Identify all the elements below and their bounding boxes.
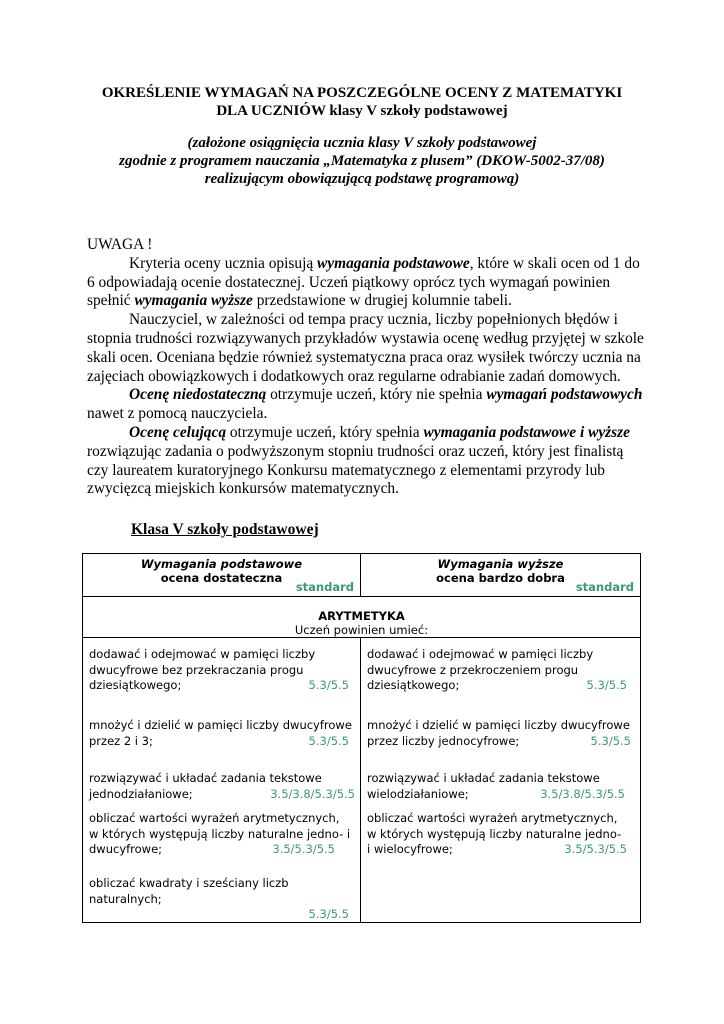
document-subtitle	[60, 134, 664, 188]
title-line-2: DLA UCZNIÓW klasy V szkoły podstawowej	[216, 103, 508, 119]
p3-emphasis-fail: Ocenę niedostateczną	[129, 386, 267, 404]
item-last-line	[89, 734, 355, 750]
standard-code: 3.5/5.3/5.5	[564, 842, 627, 856]
subtitle-line-1: (założone osiągnięcia ucznia klasy V szkoły podstawowej	[187, 135, 537, 151]
uwaga-paragraph-3	[87, 386, 647, 424]
item-line: obliczać wartości wyrażeń arytmetycznych,	[89, 811, 340, 825]
item-line: mnożyć i dzielić w pamięci liczby dwucyfrowe	[367, 718, 630, 732]
item-line: obliczać kwadraty i sześciany liczb naturalnych;	[89, 876, 289, 906]
subtitle-line-2: zgodnie z programem nauczania „Matematyka z plusem” (DKOW-5002-37/08)	[119, 153, 605, 169]
item-line: jednodziałaniowe;	[89, 786, 193, 801]
list-item	[89, 718, 355, 749]
requirements-table	[82, 553, 641, 923]
item-line: dwucyfrowe bez przekraczania progu	[89, 662, 304, 677]
item-line: dwucyfrowe z przekroczeniem progu	[367, 662, 579, 677]
item-last-line	[367, 734, 633, 750]
standard-code: 3.5/3.8/5.3/5.5	[270, 786, 355, 801]
basic-standard-label: standard	[295, 580, 354, 594]
section-name: ARYTMETYKA	[318, 609, 405, 623]
item-last-line	[89, 787, 355, 803]
uwaga-paragraph-4	[87, 424, 647, 499]
standard-code: 5.3/5.5	[308, 678, 349, 692]
title-line-1: OKREŚLENIE WYMAGAŃ NA POSZCZEGÓLNE OCENY Z MATEMATYKI	[101, 85, 623, 101]
uwaga-heading: UWAGA !	[87, 236, 153, 253]
p1-text-a: Kryteria oceny ucznia opisują	[129, 254, 318, 272]
item-line: dziesiątkowego;	[367, 678, 460, 692]
p4-text-b: otrzymuje uczeń, który spełnia	[226, 423, 424, 441]
p3-text-b: otrzymuje uczeń, który nie spełnia	[266, 386, 487, 404]
list-item	[367, 811, 633, 858]
basic-header-title: Wymagania podstawowe	[140, 557, 303, 571]
list-item	[89, 811, 355, 858]
uwaga-paragraph-1	[87, 255, 647, 311]
list-item	[367, 771, 633, 802]
arithmetic-section-cell	[83, 597, 641, 638]
higher-standard-label: standard	[575, 580, 634, 594]
item-line: obliczać wartości wyrażeń arytmetycznych,	[367, 811, 618, 825]
item-last-line	[367, 842, 633, 858]
item-line: w których występują liczby naturalne jedno- i	[89, 826, 351, 841]
item-line: rozwiązywać i układać zadania tekstowe	[89, 771, 322, 785]
list-item	[89, 647, 355, 694]
item-line: przez 2 i 3;	[89, 733, 153, 748]
p1-emphasis-higher: wymagania wyższe	[134, 292, 253, 310]
item-last-line	[89, 907, 355, 923]
p4-emphasis-excellent: Ocenę celującą	[129, 423, 227, 441]
section-note: Uczeń powinien umieć:	[294, 623, 429, 637]
class-section-title: Klasa V szkoły podstawowej	[131, 521, 319, 538]
p3-text-d: nawet z pomocą nauczyciela.	[87, 405, 268, 423]
p1-emphasis-basic: wymagania podstawowe	[317, 254, 470, 272]
p3-emphasis-basic: wymagań podstawowych	[486, 386, 643, 404]
standard-code: 5.3/5.5	[590, 733, 631, 748]
item-line: mnożyć i dzielić w pamięci liczby dwucyfrowe	[89, 718, 352, 732]
standard-code: 5.3/5.5	[586, 678, 627, 692]
document-title	[60, 84, 664, 120]
item-line: w których występują liczby naturalne jedno-	[367, 826, 622, 841]
p4-emphasis-basic-higher: wymagania podstawowe i wyższe	[423, 423, 630, 441]
uwaga-section	[87, 236, 647, 499]
item-line: dodawać i odejmować w pamięci liczby	[367, 647, 594, 661]
uwaga-paragraph-2: Nauczyciel, w zależności od tempa pracy ucznia, liczby popełnionych błędów i stopnia trudności rozwiązywanych przykładów wystawia ocenę według przyjętej w szkole skali ocen. Oceniana będzie również systematyczna praca oraz wysiłek twórczy ucznia na zajęciach obowiązkowych i dodatkowych oraz regularne odrabianie zadań domowych.	[87, 311, 644, 385]
higher-requirements-header	[361, 554, 641, 597]
item-line: i wielocyfrowe;	[367, 842, 453, 856]
item-line: dziesiątkowego;	[89, 678, 182, 692]
list-item	[89, 771, 355, 802]
item-last-line	[367, 787, 633, 803]
requirements-row	[83, 638, 641, 923]
p4-text-d: rozwiązując zadania o podwyższonym stopniu trudności oraz uczeń, który jest finalistą czy laureatem kuratoryjnego Konkursu matematycznego z elementami przyrody lub zwycięzcą miejskich konkursów matematycznych.	[87, 442, 624, 498]
basic-requirements-header	[83, 554, 361, 597]
item-line: wielodziałaniowe;	[367, 786, 469, 801]
list-item	[89, 876, 355, 923]
higher-header-title: Wymagania wyższe	[437, 557, 564, 571]
basic-requirements-column	[83, 638, 361, 923]
section-row	[83, 597, 641, 638]
p1-text-e: przedstawione w drugiej kolumnie tabeli.	[252, 292, 512, 310]
standard-code: 5.3/5.5	[308, 733, 349, 748]
standard-code: 3.5/3.8/5.3/5.5	[540, 786, 625, 801]
p1-text-c: , które w skali ocen od 1 do 6 odpowiadają ocenie dostatecznej. Uczeń piątkowy oprócz tych wymagań powinien spełnić	[87, 254, 640, 310]
item-line: dodawać i odejmować w pamięci liczby	[89, 647, 316, 661]
item-last-line	[89, 678, 355, 694]
item-line: dwucyfrowe;	[89, 842, 163, 856]
higher-requirements-column	[361, 638, 641, 923]
list-item	[367, 718, 633, 749]
item-last-line	[89, 842, 355, 858]
item-last-line	[367, 678, 633, 694]
table-header-row	[83, 554, 641, 597]
subtitle-line-3: realizującym obowiązującą podstawę programową)	[204, 171, 520, 187]
item-line: przez liczby jednocyfrowe;	[367, 733, 520, 748]
basic-header-grade: ocena dostateczna	[160, 571, 283, 585]
higher-header-grade: ocena bardzo dobra	[436, 571, 565, 585]
item-line: rozwiązywać i układać zadania tekstowe	[367, 771, 600, 785]
list-item	[367, 647, 633, 694]
standard-code: 3.5/5.3/5.5	[272, 842, 335, 856]
standard-code: 5.3/5.5	[308, 907, 349, 921]
